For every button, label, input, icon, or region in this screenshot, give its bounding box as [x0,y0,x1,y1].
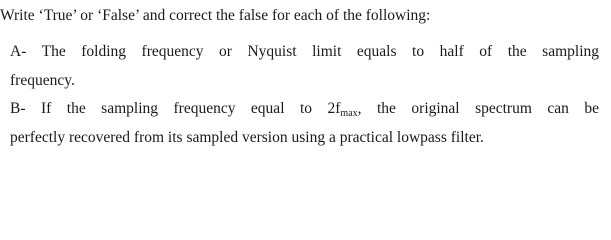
statement-a-line-1: A- The folding frequency or Nyquist limit equals to half of the sampling [10,43,599,60]
statement-b [10,94,599,152]
statement-b-line-1 [10,94,599,123]
statement-b-line-2: perfectly recovered from its sampled version using a practical lowpass filter. [10,129,484,146]
statement-b-text-pre: B- If the sampling frequency equal to 2f [10,100,341,117]
question-instruction: Write ‘True’ or ‘False’ and correct the false for each of the following: [0,7,431,24]
statement-a-line-2: frequency. [10,72,75,89]
statement-b-text-post: , the original spectrum can be [357,100,599,117]
statement-a [10,37,599,95]
statement-b-subscript: max [340,108,358,119]
